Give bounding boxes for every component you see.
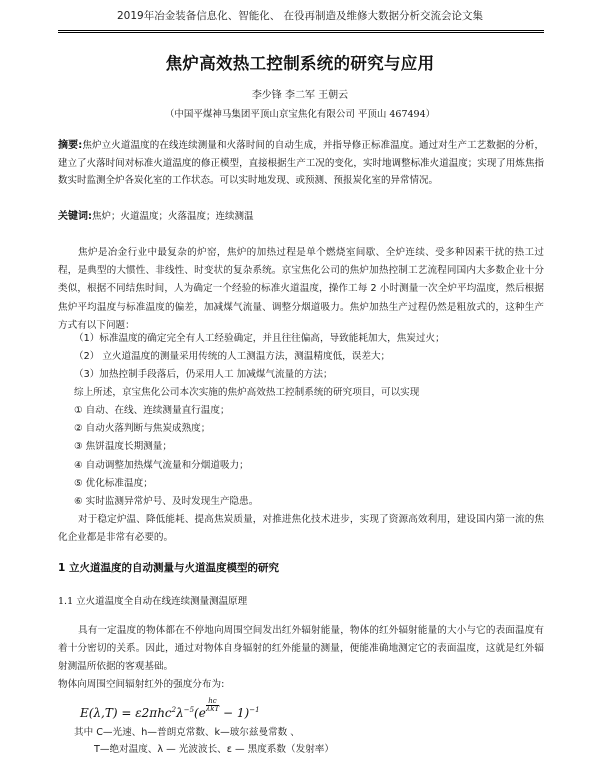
problem-item: （2） 立火道温度的测量采用传统的人工测温方法，测温精度低，误差大；: [74, 351, 391, 363]
intro-paragraph-1: 焦炉是冶金行业中最复杂的炉窑，焦炉的加热过程是单个燃烧室间歇、全炉连续、受多种因素干扰的热工过程，是典型的大惯性、非线性、时变状的复杂系统。京宝焦化公司的焦炉加热控制工艺流程同国内大多数企业十分类似，根据不同结焦时间，人为确定一个经验的标准火道温度，操作工每 2 小时测量一次全炉平均温度，然后根据焦炉平均温度与标准温度的偏差，加减煤气流量、调整分烟道吸力。焦炉加热生产过程仍然是粗放式的，这种生产方式有以下问题：: [58, 247, 544, 331]
goal-item: ⑥ 实时监测异常炉号、及时发现生产隐患。: [74, 496, 259, 508]
intro-paragraph-2: 对于稳定炉温、降低能耗、提高焦炭质量，对推进焦化技术进步，实现了资源高效利用，建设国内第一流的焦化企业都是非常有必要的。: [58, 514, 544, 544]
abstract: [58, 137, 544, 190]
formula-lambda: λ: [176, 706, 184, 720]
formula-open: (e: [194, 706, 206, 720]
formula-fraction: [206, 698, 219, 713]
keywords-label: 关键词:: [58, 211, 92, 222]
formula-denominator: λkT: [205, 705, 220, 713]
running-header: 2019年冶金装备信息化、智能化、 在役再制造及维修大数据分析交流会论文集: [116, 10, 484, 22]
abstract-text: 焦炉立火道温度的在线连续测量和火落时间的自动生成，并指导修正标准温度。通过对生产工艺数据的分析，建立了火落时间对标准火道温度的修正模型，直接根据生产工况的变化，实时地调整标准火道温度；实现了用炼焦指数实时监测全炉各炭化室的工作状态。可以实时地发现、或预测、预报炭化室的异常情况。: [58, 140, 544, 186]
goal-item: ⑤ 优化标准温度；: [74, 477, 153, 489]
formula-lhs: E(λ,T) = ε2πhc: [80, 706, 172, 720]
paper-affiliation: （中国平煤神马集团平顶山京宝焦化有限公司 平顶山 467494）: [164, 109, 436, 120]
formula-exp-outer: −1: [249, 706, 260, 714]
summary-line: 综上所述，京宝焦化公司本次实施的焦炉高效热工控制系统的研究项目，可以实现: [74, 387, 420, 398]
section-1-heading: 1 立火道温度的自动测量与火道温度模型的研究: [58, 562, 279, 574]
problem-list: [58, 330, 544, 385]
keywords: [58, 208, 544, 225]
header-rule-thin: [58, 32, 544, 33]
formula-numerator: hc: [208, 697, 217, 705]
planck-formula: [80, 698, 260, 720]
formula-exp-lambda: −5: [183, 706, 195, 714]
subsection-1-1-heading: 1.1 立火道温度全自动在线连续测量测温原理: [58, 596, 248, 607]
problem-item: （1）标准温度的确定完全有人工经验确定，并且往往偏高，导致能耗加大，焦炭过火；: [74, 333, 445, 344]
formula-close: − 1): [219, 706, 250, 720]
abstract-label: 摘要:: [58, 140, 83, 151]
problem-item: （3）加热控制手段落后，仍采用人工 加减煤气流量的方法；: [74, 369, 333, 381]
goal-item: ③ 焦饼温度长期测量；: [74, 441, 172, 453]
section-1-paragraph-1: 具有一定温度的物体都在不停地向周围空间发出红外辐射能量，物体的红外辐射能量的大小与它的表面温度有着十分密切的关系。因此，通过对物体自身辐射的红外能量的测量，便能准确地测定它的表面温度，这就是红外辐射测温所依据的客观基础。: [58, 625, 544, 673]
formula-legend-1: 其中 C—光速、h—普朗克常数、k—玻尔兹曼常数 、: [74, 727, 300, 738]
goal-item: ④ 自动调整加热煤气流量和分烟道吸力；: [74, 459, 249, 471]
goal-item: ① 自动、在线、连续测量直行温度；: [74, 405, 230, 416]
keywords-text: 焦炉；火道温度；火落温度；连续测温: [92, 211, 254, 222]
paper-authors: 李少锋 李二军 王朝云: [251, 90, 349, 101]
header-rule: [58, 30, 544, 31]
section-1-paragraph-2: 物体向周围空间辐射红外的强度分布为:: [58, 679, 225, 690]
paper-title: 焦炉高效热工控制系统的研究与应用: [165, 54, 435, 73]
goal-item: ② 自动火落判断与焦炭成熟度；: [74, 423, 211, 435]
goal-list: [58, 402, 544, 511]
formula-exp-c: 2: [171, 706, 177, 714]
formula-legend-2: T—绝对温度、λ — 光波波长、ε — 黑度系数（发射率）: [94, 744, 334, 755]
